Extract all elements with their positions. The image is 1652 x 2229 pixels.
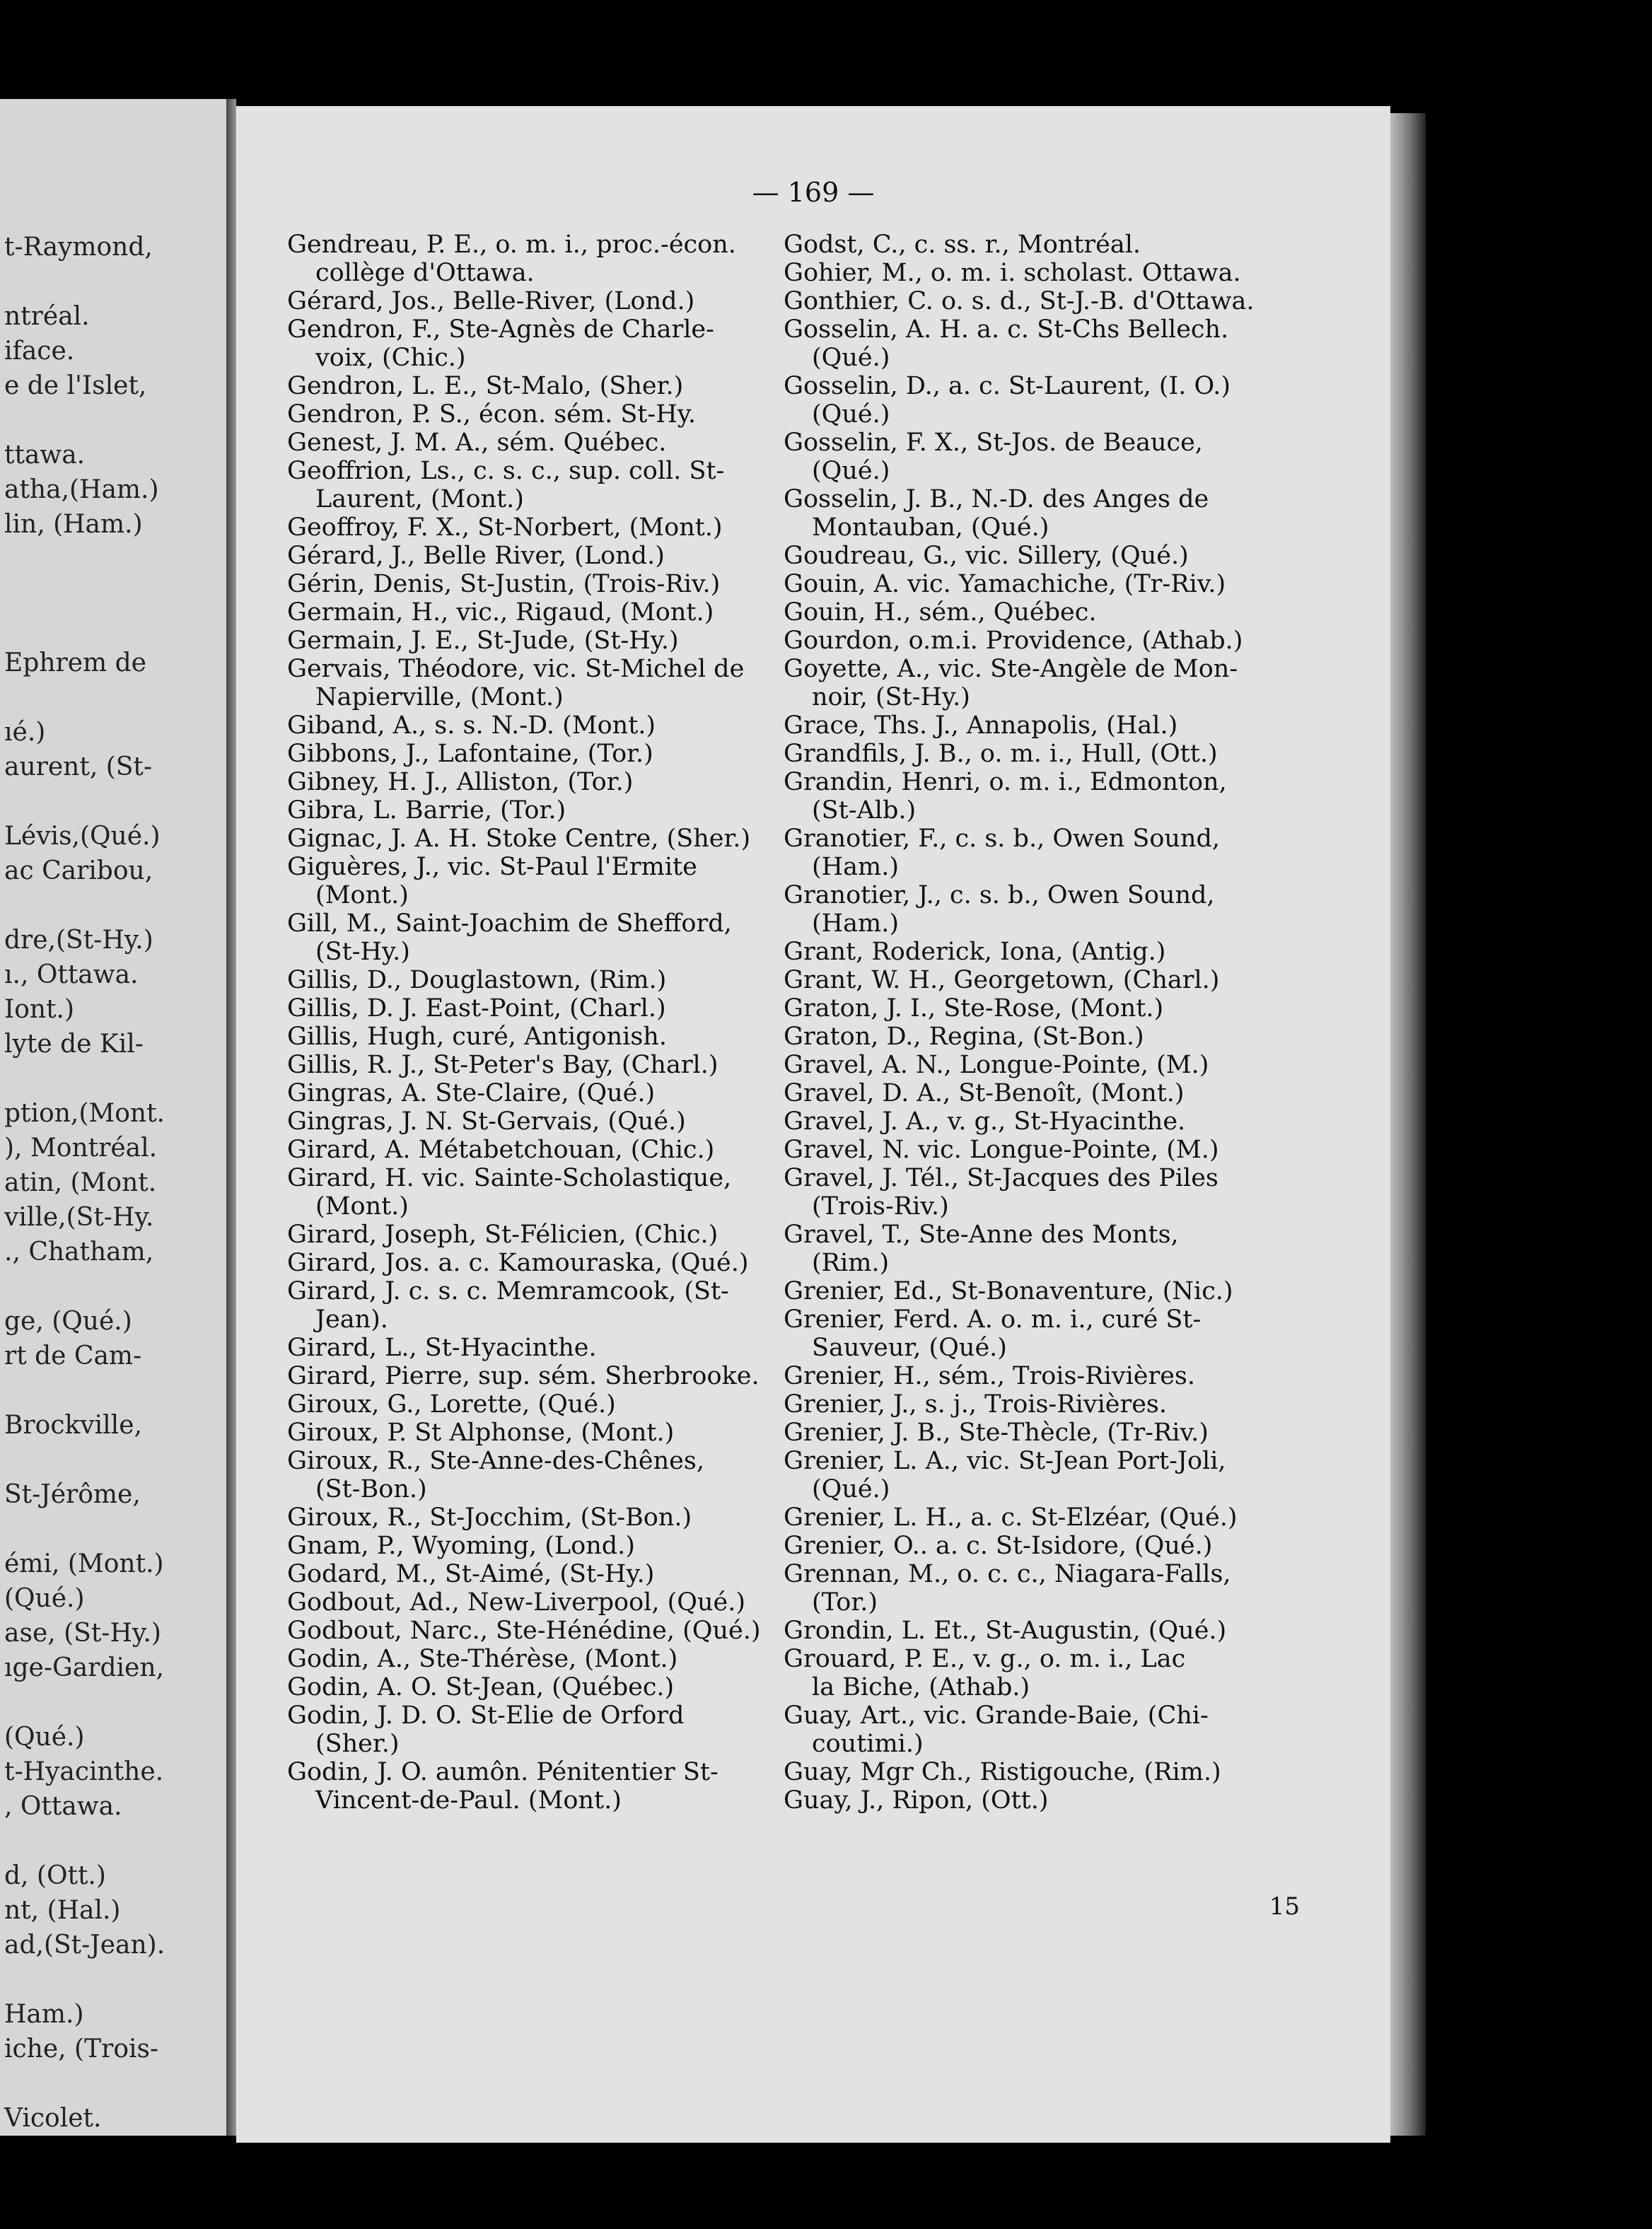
fragment-line: aurent, (St- [4, 752, 153, 781]
directory-entry-line: Girard, H. vic. Sainte-Scholastique, [287, 1164, 732, 1192]
directory-entry-line: Gravel, J. Tél., St-Jacques des Piles [784, 1164, 1218, 1192]
fragment-line: ac Caribou, [4, 856, 153, 885]
directory-entry-line: Gosselin, D., a. c. St-Laurent, (I. O.) [784, 372, 1231, 400]
directory-entry-line: Gosselin, F. X., St-Jos. de Beauce, [784, 429, 1203, 457]
directory-entry-line: Gervais, Théodore, vic. St-Michel de [287, 655, 745, 683]
directory-entry-line: (St-Alb.) [812, 796, 917, 825]
directory-entry-line: Gillis, D., Douglastown, (Rim.) [287, 966, 667, 994]
directory-entry-line: Girard, Jos. a. c. Kamouraska, (Qué.) [287, 1249, 749, 1277]
directory-entry-line: Germain, J. E., St-Jude, (St-Hy.) [287, 627, 679, 655]
directory-entry-line: Grant, W. H., Georgetown, (Charl.) [784, 966, 1220, 994]
fragment-line: lin, (Ham.) [4, 510, 143, 539]
directory-entry-line: Montauban, (Qué.) [812, 513, 1049, 542]
fragment-line: ption,(Mont. [4, 1099, 165, 1128]
directory-entry-line: Giband, A., s. s. N.-D. (Mont.) [287, 711, 656, 740]
directory-entry-line: Graton, J. I., Ste-Rose, (Mont.) [784, 994, 1164, 1023]
fragment-line: ıge-Gardien, [4, 1653, 164, 1682]
fragment-line: t-Hyacinthe. [4, 1757, 164, 1786]
directory-entry-line: Guay, J., Ripon, (Ott.) [784, 1786, 1049, 1815]
fragment-line: t-Raymond, [4, 233, 153, 262]
directory-entry-line: Gendron, L. E., St-Malo, (Sher.) [287, 372, 684, 400]
directory-entry-line: Granotier, J., c. s. b., Owen Sound, [784, 881, 1215, 909]
fragment-line: Iont.) [4, 995, 75, 1024]
directory-entry-line: voix, (Chic.) [315, 344, 466, 372]
fragment-line: iface. [4, 337, 75, 366]
directory-entry-line: (St-Hy.) [315, 938, 410, 966]
directory-entry-line: (Mont.) [315, 1192, 409, 1221]
fragment-line: Brockville, [4, 1411, 142, 1440]
fragment-line: dre,(St-Hy.) [4, 926, 153, 955]
directory-entry-line: la Biche, (Athab.) [812, 1673, 1030, 1701]
directory-entry-line: (Sher.) [315, 1730, 400, 1758]
facing-page-fragment [0, 99, 226, 2136]
directory-entry-line: Godbout, Narc., Ste-Hénédine, (Qué.) [287, 1617, 761, 1645]
directory-entry-line: Gohier, M., o. m. i. scholast. Ottawa. [784, 259, 1241, 287]
directory-column-2 [784, 231, 1349, 1815]
directory-entry-line: Grennan, M., o. c. c., Niagara-Falls, [784, 1560, 1231, 1588]
fragment-line: Ham.) [4, 2000, 84, 2029]
directory-column-1 [287, 231, 796, 1815]
directory-entry-line: Gosselin, A. H. a. c. St-Chs Bellech. [784, 315, 1229, 344]
fragment-line: , Ottawa. [4, 1792, 122, 1821]
page-edge [1390, 113, 1426, 2136]
directory-entry-line: Napierville, (Mont.) [315, 683, 564, 711]
directory-entry-line: Gérard, J., Belle River, (Lond.) [287, 542, 665, 570]
fragment-line: Ephrem de [4, 648, 146, 677]
directory-entry-line: Gonthier, C. o. s. d., St-J.-B. d'Ottawa. [784, 287, 1255, 315]
fragment-line: ttawa. [4, 441, 86, 470]
directory-entry-line: Vincent-de-Paul. (Mont.) [315, 1786, 622, 1815]
fragment-line: e de l'Islet, [4, 371, 147, 400]
directory-entry-line: Gérard, Jos., Belle-River, (Lond.) [287, 287, 695, 315]
directory-entry-line: Gnam, P., Wyoming, (Lond.) [287, 1532, 635, 1560]
directory-entry-line: Sauveur, (Qué.) [812, 1334, 1007, 1362]
fragment-line: Vicolet. [4, 2104, 102, 2133]
directory-entry-line: Grenier, H., sém., Trois-Rivières. [784, 1362, 1196, 1390]
fragment-line: lyte de Kil- [4, 1030, 144, 1059]
book-gutter [226, 99, 236, 2136]
directory-entry-line: Gravel, J. A., v. g., St-Hyacinthe. [784, 1107, 1186, 1136]
fragment-line: iche, (Trois- [4, 2035, 159, 2064]
directory-entry-line: Girard, Pierre, sup. sém. Sherbrooke. [287, 1362, 760, 1390]
directory-entry-line: Genest, J. M. A., sém. Québec. [287, 429, 667, 457]
directory-entry-line: Granotier, F., c. s. b., Owen Sound, [784, 825, 1221, 853]
directory-entry-line: Grenier, O.. a. c. St-Isidore, (Qué.) [784, 1532, 1213, 1560]
directory-entry-line: Girard, L., St-Hyacinthe. [287, 1334, 597, 1362]
directory-entry-line: (Tor.) [812, 1588, 878, 1617]
fragment-line: St-Jérôme, [4, 1480, 141, 1509]
directory-entry-line: Giroux, R., Ste-Anne-des-Chênes, [287, 1447, 704, 1475]
directory-entry-line: Gourdon, o.m.i. Providence, (Athab.) [784, 627, 1243, 655]
fragment-line: (Qué.) [4, 1723, 85, 1752]
directory-entry-line: Gingras, A. Ste-Claire, (Qué.) [287, 1079, 656, 1107]
directory-entry-line: Gendron, P. S., écon. sém. St-Hy. [287, 400, 696, 429]
directory-entry-line: Grenier, Ed., St-Bonaventure, (Nic.) [784, 1277, 1233, 1305]
directory-entry-line: Grouard, P. E., v. g., o. m. i., Lac [784, 1645, 1186, 1673]
directory-entry-line: Grenier, Ferd. A. o. m. i., curé St- [784, 1305, 1202, 1334]
fragment-line: atin, (Mont. [4, 1168, 157, 1197]
directory-entry-line: Guay, Mgr Ch., Ristigouche, (Rim.) [784, 1758, 1221, 1786]
directory-entry-line: Godin, J. O. aumôn. Pénitentier St- [287, 1758, 719, 1786]
directory-entry-line: Godin, J. D. O. St-Elie de Orford [287, 1701, 685, 1730]
directory-entry-line: Gingras, J. N. St-Gervais, (Qué.) [287, 1107, 686, 1136]
directory-entry-line: Giroux, R., St-Jocchim, (St-Bon.) [287, 1503, 692, 1532]
fragment-line: ı., Ottawa. [4, 960, 139, 989]
directory-entry-line: Grant, Roderick, Iona, (Antig.) [784, 938, 1166, 966]
directory-entry-line: Godin, A., Ste-Thérèse, (Mont.) [287, 1645, 678, 1673]
directory-entry-line: Laurent, (Mont.) [315, 485, 524, 513]
directory-entry-line: Grenier, J., s. j., Trois-Rivières. [784, 1390, 1168, 1419]
directory-entry-line: Gibbons, J., Lafontaine, (Tor.) [287, 740, 653, 768]
directory-entry-line: Goudreau, G., vic. Sillery, (Qué.) [784, 542, 1189, 570]
directory-entry-line: Gravel, N. vic. Longue-Pointe, (M.) [784, 1136, 1219, 1164]
fragment-line: ville,(St-Hy. [4, 1203, 154, 1232]
directory-entry-line: Godbout, Ad., New-Liverpool, (Qué.) [287, 1588, 745, 1617]
directory-entry-line: Gendreau, P. E., o. m. i., proc.-écon. [287, 231, 736, 259]
directory-entry-line: Germain, H., vic., Rigaud, (Mont.) [287, 598, 714, 627]
directory-entry-line: Gravel, D. A., St-Benoît, (Mont.) [784, 1079, 1185, 1107]
directory-entry-line: (St-Bon.) [315, 1475, 427, 1503]
fragment-line: (Qué.) [4, 1584, 85, 1613]
fragment-line: Lévis,(Qué.) [4, 822, 161, 851]
directory-entry-line: (Qué.) [812, 1475, 890, 1503]
directory-entry-line: (Qué.) [812, 344, 890, 372]
directory-entry-line: Gignac, J. A. H. Stoke Centre, (Sher.) [287, 825, 751, 853]
fragment-line: émi, (Mont.) [4, 1549, 164, 1578]
fragment-line: ., Chatham, [4, 1238, 154, 1267]
directory-entry-line: Goyette, A., vic. Ste-Angèle de Mon- [784, 655, 1238, 683]
directory-entry-line: Girard, Joseph, St-Félicien, (Chic.) [287, 1221, 719, 1249]
directory-entry-line: Jean). [315, 1305, 388, 1334]
directory-entry-line: Grenier, L. A., vic. St-Jean Port-Joli, [784, 1447, 1226, 1475]
directory-entry-line: Gouin, H., sém., Québec. [784, 598, 1097, 627]
directory-entry-line: (Qué.) [812, 457, 890, 485]
directory-entry-line: Grandin, Henri, o. m. i., Edmonton, [784, 768, 1227, 796]
page-number: — 169 — [752, 177, 875, 208]
directory-entry-line: Guay, Art., vic. Grande-Baie, (Chi- [784, 1701, 1209, 1730]
directory-entry-line: noir, (St-Hy.) [812, 683, 970, 711]
directory-entry-line: (Ham.) [812, 853, 900, 881]
directory-entry-line: (Rim.) [812, 1249, 890, 1277]
directory-entry-line: Gérin, Denis, St-Justin, (Trois-Riv.) [287, 570, 721, 598]
fragment-line: nt, (Hal.) [4, 1896, 121, 1925]
directory-entry-line: Gillis, D. J. East-Point, (Charl.) [287, 994, 666, 1023]
directory-entry-line: Gravel, A. N., Longue-Pointe, (M.) [784, 1051, 1209, 1079]
directory-entry-line: Geoffroy, F. X., St-Norbert, (Mont.) [287, 513, 723, 542]
directory-entry-line: Grondin, L. Et., St-Augustin, (Qué.) [784, 1617, 1227, 1645]
fragment-line: rt de Cam- [4, 1342, 142, 1370]
directory-entry-line: Gendron, F., Ste-Agnès de Charle- [287, 315, 714, 344]
directory-entry-line: Graton, D., Regina, (St-Bon.) [784, 1023, 1144, 1051]
fragment-line: ge, (Qué.) [4, 1307, 132, 1336]
directory-entry-line: (Qué.) [812, 400, 890, 429]
directory-entry-line: Girard, J. c. s. c. Memramcook, (St- [287, 1277, 729, 1305]
directory-entry-line: coutimi.) [812, 1730, 924, 1758]
fragment-line: ıé.) [4, 718, 46, 747]
directory-entry-line: Gibney, H. J., Alliston, (Tor.) [287, 768, 634, 796]
directory-entry-line: Gibra, L. Barrie, (Tor.) [287, 796, 566, 825]
fragment-line: ), Montréal. [4, 1134, 158, 1163]
directory-entry-line: collège d'Ottawa. [315, 259, 535, 287]
directory-entry-line: (Trois-Riv.) [812, 1192, 949, 1221]
directory-entry-line: (Ham.) [812, 909, 900, 938]
directory-page [236, 106, 1390, 2143]
directory-entry-line: Grenier, J. B., Ste-Thècle, (Tr-Riv.) [784, 1419, 1209, 1447]
directory-entry-line: Gillis, R. J., St-Peter's Bay, (Charl.) [287, 1051, 719, 1079]
directory-entry-line: Grandfils, J. B., o. m. i., Hull, (Ott.) [784, 740, 1218, 768]
directory-entry-line: (Mont.) [315, 881, 409, 909]
fragment-line: ase, (St-Hy.) [4, 1619, 161, 1648]
fragment-line: atha,(Ham.) [4, 475, 159, 504]
directory-entry-line: Gravel, T., Ste-Anne des Monts, [784, 1221, 1179, 1249]
fragment-line: ad,(St-Jean). [4, 1931, 165, 1960]
directory-entry-line: Geoffrion, Ls., c. s. c., sup. coll. St- [287, 457, 725, 485]
signature-number: 15 [1269, 1892, 1300, 1921]
directory-entry-line: Giroux, G., Lorette, (Qué.) [287, 1390, 616, 1419]
directory-entry-line: Godard, M., St-Aimé, (St-Hy.) [287, 1560, 655, 1588]
directory-entry-line: Gouin, A. vic. Yamachiche, (Tr-Riv.) [784, 570, 1226, 598]
directory-entry-line: Gillis, Hugh, curé, Antigonish. [287, 1023, 667, 1051]
fragment-line: d, (Ott.) [4, 1861, 106, 1890]
directory-entry-line: Godin, A. O. St-Jean, (Québec.) [287, 1673, 675, 1701]
directory-entry-line: Gosselin, J. B., N.-D. des Anges de [784, 485, 1209, 513]
directory-entry-line: Giroux, P. St Alphonse, (Mont.) [287, 1419, 675, 1447]
directory-entry-line: Grenier, L. H., a. c. St-Elzéar, (Qué.) [784, 1503, 1238, 1532]
directory-entry-line: Gill, M., Saint-Joachim de Shefford, [287, 909, 732, 938]
directory-entry-line: Grace, Ths. J., Annapolis, (Hal.) [784, 711, 1178, 740]
directory-entry-line: Giguères, J., vic. St-Paul l'Ermite [287, 853, 697, 881]
directory-entry-line: Godst, C., c. ss. r., Montréal. [784, 231, 1141, 259]
fragment-line: ntréal. [4, 302, 90, 331]
directory-entry-line: Girard, A. Métabetchouan, (Chic.) [287, 1136, 715, 1164]
